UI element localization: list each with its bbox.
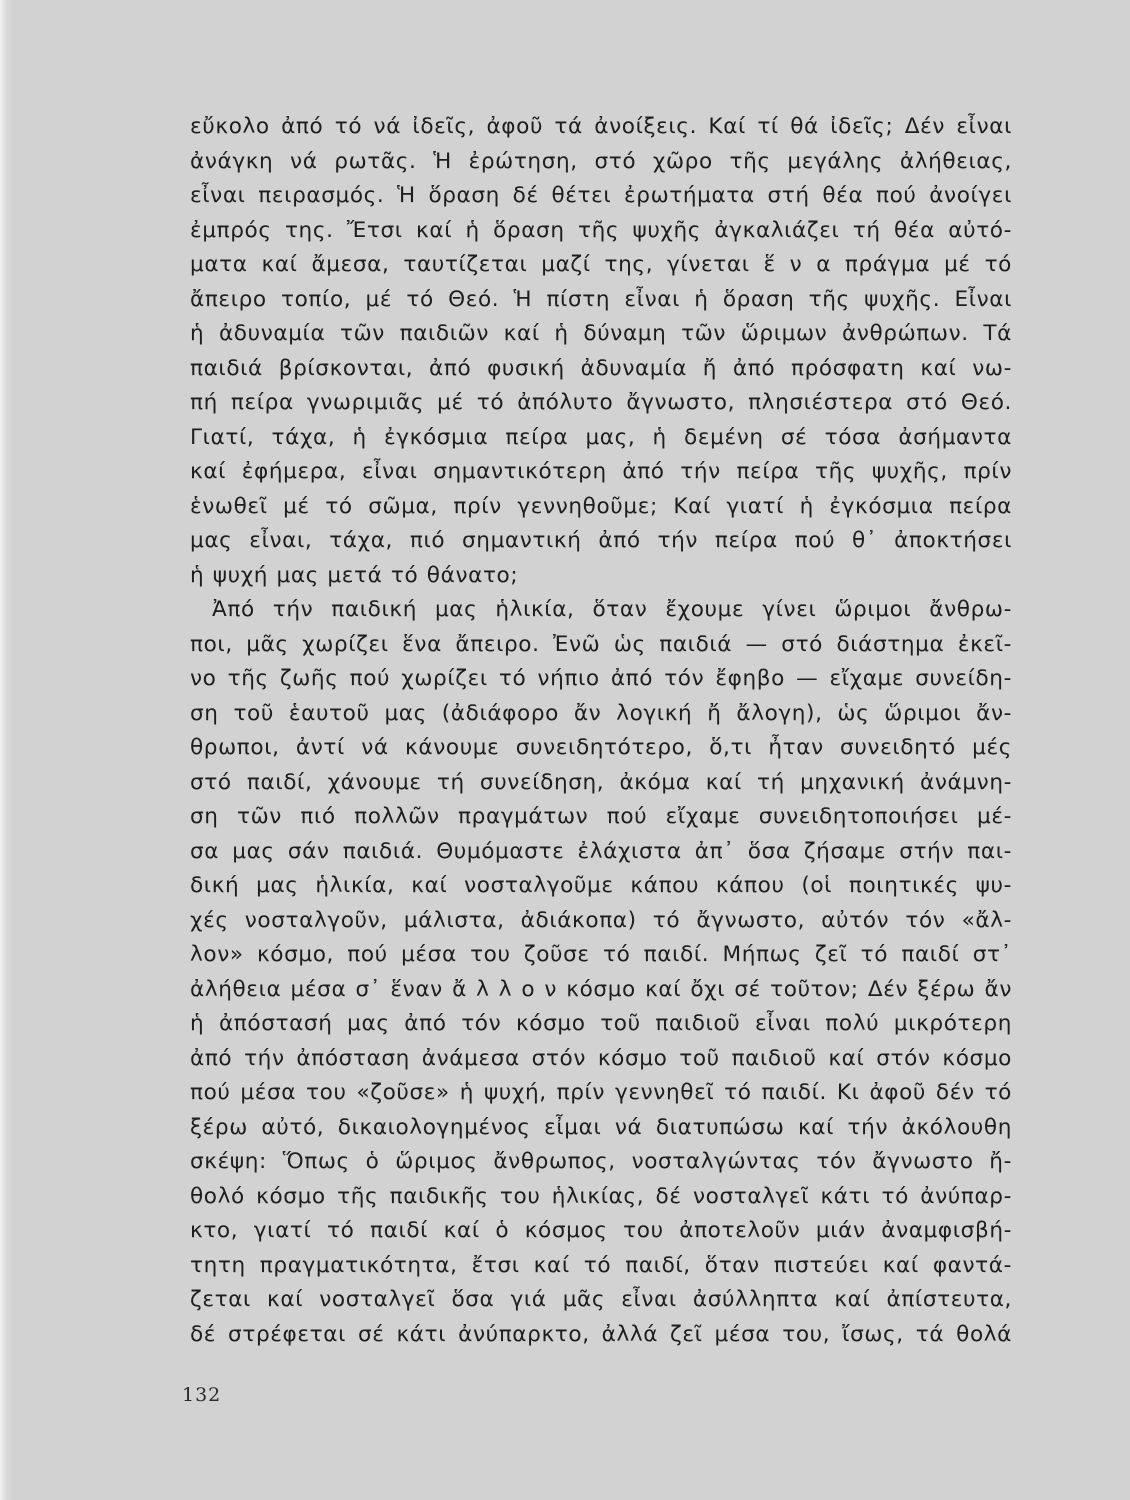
- text-line: μας εἶναι, τάχα, πιό σημαντική ἀπό τήν πείρα πού θ᾿ ἀποκτήσει: [190, 528, 1012, 553]
- text-line: δέ στρέφεται σέ κάτι ἀνύπαρκτο, ἀλλά ζεῖ μέσα του, ἴσως, τά θολά: [190, 1321, 1012, 1347]
- text-line: σα μας σάν παιδιά. Θυμόμαστε ἐλάχιστα ἀπ᾿ ὅσα ζήσαμε στήν παι-: [190, 838, 1012, 864]
- body-text: [190, 110, 1012, 1352]
- text-line: δική μας ἡλικία, καί νοσταλγοῦμε κάπου κάπου (οἱ ποιητικές ψυ-: [190, 873, 1012, 898]
- text-line: παιδιά βρίσκονται, ἀπό φυσική ἀδυναμία ἤ ἀπό πρόσφατη καί νω-: [190, 355, 1012, 381]
- text-line: ἡ ψυχή μας μετά τό θάνατο;: [190, 562, 519, 588]
- text-line: ξέρω αὐτό, δικαιολογημένος εἶμαι νά διατυπώσω καί τήν ἀκόλουθη: [190, 1114, 1012, 1140]
- text-line: ἀπό τήν ἀπόσταση ἀνάμεσα στόν κόσμο τοῦ παιδιοῦ καί στόν κόσμο: [190, 1045, 1012, 1071]
- text-line: πή πείρα γνωριμιᾶς μέ τό ἀπόλυτο ἄγνωστο, πλησιέστερα στό Θεό.: [190, 390, 1012, 415]
- text-line: ποι, μᾶς χωρίζει ἕνα ἄπειρο. Ἐνῶ ὡς παιδιά — στό διάστημα ἐκεῖ-: [190, 631, 1012, 657]
- text-line: ση τοῦ ἑαυτοῦ μας (ἀδιάφορο ἄν λογική ἤ ἄλογη), ὡς ὥριμοι ἄν-: [190, 700, 1012, 726]
- text-line: κτο, γιατί τό παιδί καί ὁ κόσμος του ἀποτελοῦν μιάν ἀναμφισβή-: [190, 1218, 1012, 1243]
- text-line: ἐμπρός της. Ἔτσι καί ἡ ὅραση τῆς ψυχῆς ἀγκαλιάζει τή θέα αὐτό-: [190, 217, 1012, 243]
- text-line: θρωποι, ἀντί νά κάνουμε συνειδητότερο, ὅ,τι ἦταν συνειδητό μές: [190, 735, 1012, 760]
- text-line: Γιατί, τάχα, ἡ ἐγκόσμια πείρα μας, ἡ δεμένη σέ τόσα ἀσήμαντα: [190, 424, 1012, 450]
- text-line: ἡ ἀπόστασή μας ἀπό τόν κόσμο τοῦ παιδιοῦ εἶναι πολύ μικρότερη: [190, 1011, 1012, 1036]
- text-line: τητη πραγματικότητα, ἔτσι καί τό παιδί, ὅταν πιστεύει καί φαντά-: [190, 1252, 1012, 1278]
- text-line: θολό κόσμο τῆς παιδικῆς του ἡλικίας, δέ νοσταλγεῖ κάτι τό ἀνύπαρ-: [190, 1183, 1012, 1209]
- text-line: Ἀπό τήν παιδική μας ἡλικία, ὅταν ἔχουμε γίνει ὥριμοι ἄνθρω-: [212, 597, 1012, 622]
- text-line: εἶναι πειρασμός. Ἡ ὅραση δέ θέτει ἐρωτήματα στή θέα πού ἀνοίγει: [190, 183, 1012, 208]
- text-line: λον» κόσμο, πού μέσα του ζοῦσε τό παιδί. Μήπως ζεῖ τό παιδί στ᾿: [190, 942, 1012, 967]
- text-line: ματα καί ἄμεσα, ταυτίζεται μαζί της, γίνεται ἕ ν α πράγμα μέ τό: [190, 252, 1012, 277]
- text-line: ἀνάγκη νά ρωτᾶς. Ἡ ἐρώτηση, στό χῶρο τῆς μεγάλης ἀλήθειας,: [190, 148, 1012, 174]
- text-line: ἡ ἀδυναμία τῶν παιδιῶν καί ἡ δύναμη τῶν ὥριμων ἀνθρώπων. Τά: [190, 321, 1012, 346]
- text-line: σκέψη: Ὅπως ὁ ὥριμος ἄνθρωπος, νοσταλγώντας τόν ἄγνωστο ἤ-: [190, 1149, 1012, 1174]
- text-line: ζεται καί νοσταλγεῖ ὅσα γιά μᾶς εἶναι ἀσύλληπτα καί ἀπίστευτα,: [190, 1287, 1012, 1312]
- text-line: ἑνωθεῖ μέ τό σῶμα, πρίν γεννηθοῦμε; Καί γιατί ἡ ἐγκόσμια πείρα: [190, 493, 1012, 519]
- text-line: ἄπειρο τοπίο, μέ τό Θεό. Ἡ πίστη εἶναι ἡ ὅραση τῆς ψυχῆς. Εἶναι: [190, 286, 1012, 312]
- text-line: χές νοσταλγοῦν, μάλιστα, ἀδιάκοπα) τό ἄγνωστο, αὐτόν τόν «ἄλ-: [190, 907, 1012, 933]
- text-line: στό παιδί, χάνουμε τή συνείδηση, ἀκόμα καί τή μηχανική ἀνάμνη-: [190, 769, 1012, 795]
- text-line: ση τῶν πιό πολλῶν πραγμάτων πού εἴχαμε συνειδητοποιήσει μέ-: [190, 804, 1012, 829]
- text-line: ἀλήθεια μέσα σ᾿ ἕναν ἄ λ λ ο ν κόσμο καί ὄχι σέ τοῦτον; Δέν ξέρω ἄν: [190, 976, 1012, 1002]
- text-line: καί ἐφήμερα, εἶναι σημαντικότερη ἀπό τήν πείρα τῆς ψυχῆς, πρίν: [190, 459, 1012, 484]
- page-number: 132: [182, 1384, 222, 1406]
- page-edge: [0, 0, 12, 1500]
- text-line: νο τῆς ζωῆς πού χωρίζει τό νήπιο ἀπό τόν ἔφηβο — εἴχαμε συνείδη-: [190, 666, 1012, 691]
- text-line: εὔκολο ἀπό τό νά ἰδεῖς, ἀφοῦ τά ἀνοίξεις. Καί τί θά ἰδεῖς; Δέν εἶναι: [190, 114, 1012, 139]
- text-line: πού μέσα του «ζοῦσε» ἡ ψυχή, πρίν γεννηθεῖ τό παιδί. Κι ἀφοῦ δέν τό: [190, 1080, 1012, 1105]
